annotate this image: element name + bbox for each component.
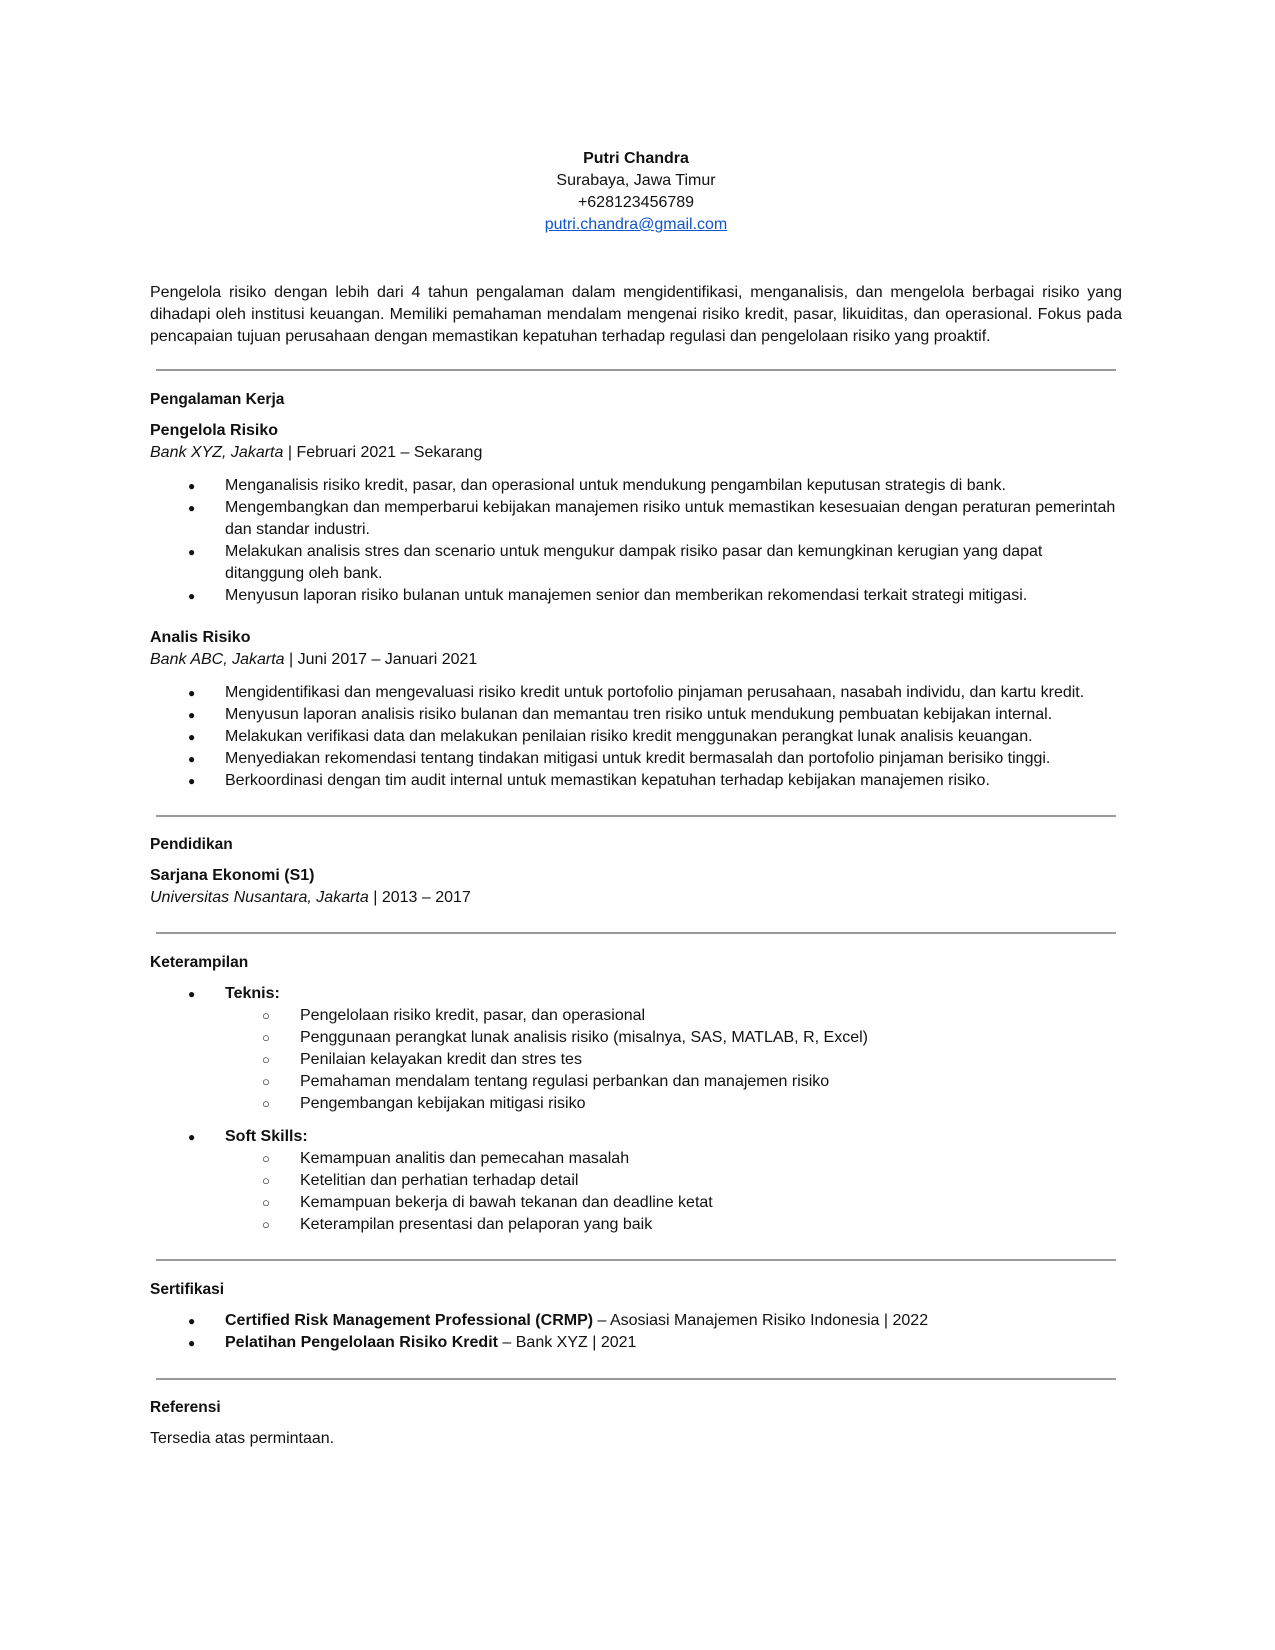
resume-header [150, 148, 1122, 236]
skill-group [150, 983, 1122, 1005]
skill-group [150, 1126, 1122, 1148]
section-divider [156, 1378, 1116, 1380]
job-bullets [150, 475, 1122, 607]
skill-group-label: Soft Skills: [225, 1128, 308, 1145]
section-divider [156, 1259, 1116, 1261]
certification-detail: – Asosiasi Manajemen Risiko Indonesia | 2022 [593, 1312, 929, 1329]
education-meta [150, 887, 1122, 909]
list-item: ● Menganalisis risiko kredit, pasar, dan operasional untuk mendukung pengambilan keputusan strategis di bank. [150, 475, 1122, 497]
bullet-icon: ● [188, 752, 196, 766]
job-title: Pengelola Risiko [150, 422, 279, 439]
list-item [150, 1310, 1122, 1332]
certification-detail: – Bank XYZ | 2021 [497, 1334, 637, 1351]
skills-list [150, 1126, 1122, 1148]
section-title-skills: Keterampilan [150, 954, 249, 971]
list-item: ○ Keterampilan presentasi dan pelaporan yang baik [150, 1214, 1122, 1236]
skills-list [150, 983, 1122, 1005]
job-company: Bank XYZ, Jakarta [150, 444, 284, 461]
candidate-location: Surabaya, Jawa Timur [556, 172, 716, 189]
list-item: ○ Kemampuan bekerja di bawah tekanan dan deadline ketat [150, 1192, 1122, 1214]
list-item: ● Mengembangkan dan memperbarui kebijakan manajemen risiko untuk memastikan kesesuaian dengan peraturan pemerintah dan standar industri. [188, 499, 1116, 538]
section-title-references: Referensi [150, 1399, 221, 1416]
bullet-icon: ● [188, 730, 196, 744]
candidate-email-link[interactable]: putri.chandra@gmail.com [544, 216, 728, 233]
list-item: ● Menyusun laporan analisis risiko bulanan dan memantau tren risiko untuk mendukung pembuatan kebijakan internal. [150, 704, 1122, 726]
skills-section [150, 954, 1122, 1236]
bullet-icon: ● [188, 501, 196, 515]
list-item: ● Melakukan verifikasi data dan melakukan penilaian risiko kredit menggunakan perangkat lunak analisis keuangan. [150, 726, 1122, 748]
sub-bullet-icon: ○ [262, 1030, 270, 1045]
skill-group-label: Teknis: [225, 985, 280, 1002]
list-item: ○ Penggunaan perangkat lunak analisis risiko (misalnya, SAS, MATLAB, R, Excel) [150, 1027, 1122, 1049]
bullet-icon: ● [188, 774, 196, 788]
sub-bullet-icon: ○ [262, 1096, 270, 1111]
bullet-icon: ● [188, 1336, 196, 1350]
bullet-icon: ● [188, 686, 196, 700]
sub-bullet-icon: ○ [262, 1008, 270, 1023]
list-item: ● Melakukan analisis stres dan scenario untuk mengukur dampak risiko pasar dan kemungkinan kerugian yang dapat ditanggung oleh bank. [188, 543, 1043, 582]
degree-title: Sarjana Ekonomi (S1) [150, 867, 315, 884]
job-meta [150, 442, 1122, 464]
candidate-name: Putri Chandra [583, 150, 689, 167]
list-item: ○ Pemahaman mendalam tentang regulasi perbankan dan manajemen risiko [150, 1071, 1122, 1093]
bullet-icon: ● [188, 479, 196, 493]
sub-bullet-icon: ○ [262, 1195, 270, 1210]
section-title-certifications: Sertifikasi [150, 1281, 225, 1298]
certifications-section [150, 1281, 1122, 1354]
experience-section [150, 391, 1122, 792]
section-divider [156, 932, 1116, 934]
section-divider [156, 815, 1116, 817]
certifications-list [150, 1310, 1122, 1354]
professional-summary: Pengelola risiko dengan lebih dari 4 tahun pengalaman dalam mengidentifikasi, menganalisis, dan mengelola berbagai risiko yang dihadapi oleh institusi keuangan. Memiliki pemahaman mendalam mengenai risiko kredit, pasar, likuiditas, dan operasional. Fokus pada pencapaian tujuan perusahaan dengan memastikan kepatuhan terhadap regulasi dan pengelolaan risiko yang proaktif. [150, 284, 1122, 345]
list-item: ● Menyusun laporan risiko bulanan untuk manajemen senior dan memberikan rekomendasi terkait strategi mitigasi. [150, 585, 1122, 607]
references-text: Tersedia atas permintaan. [150, 1430, 335, 1447]
sub-bullet-icon: ○ [262, 1173, 270, 1188]
list-item: ○ Penilaian kelayakan kredit dan stres tes [150, 1049, 1122, 1071]
job-period: | Februari 2021 – Sekarang [283, 444, 483, 461]
references-section [150, 1399, 1122, 1450]
section-title-experience: Pengalaman Kerja [150, 391, 285, 408]
certification-name: Pelatihan Pengelolaan Risiko Kredit [225, 1334, 498, 1351]
certification-name: Certified Risk Management Professional (CRMP) [225, 1312, 594, 1329]
bullet-icon: ● [188, 1130, 196, 1144]
job-title: Analis Risiko [150, 629, 251, 646]
bullet-icon: ● [188, 708, 196, 722]
list-item: ○ Pengelolaan risiko kredit, pasar, dan operasional [150, 1005, 1122, 1027]
bullet-icon: ● [188, 589, 196, 603]
school-name: Universitas Nusantara, Jakarta [150, 889, 369, 906]
job-period: | Juni 2017 – Januari 2021 [284, 651, 478, 668]
sub-bullet-icon: ○ [262, 1052, 270, 1067]
candidate-phone: +628123456789 [577, 194, 695, 211]
section-title-education: Pendidikan [150, 836, 233, 853]
list-item: ● Berkoordinasi dengan tim audit internal untuk memastikan kepatuhan terhadap kebijakan manajemen risiko. [150, 770, 1122, 792]
bullet-icon: ● [188, 545, 196, 559]
skill-items [150, 1148, 1122, 1236]
sub-bullet-icon: ○ [262, 1151, 270, 1166]
list-item: ● Menyediakan rekomendasi tentang tindakan mitigasi untuk kredit bermasalah dan portofolio pinjaman berisiko tinggi. [150, 748, 1122, 770]
bullet-icon: ● [188, 987, 196, 1001]
list-item [150, 1332, 1122, 1354]
list-item: ● Mengidentifikasi dan mengevaluasi risiko kredit untuk portofolio pinjaman perusahaan, nasabah individu, dan kartu kredit. [150, 682, 1122, 704]
job-meta [150, 649, 1122, 671]
bullet-icon: ● [188, 1314, 196, 1328]
skill-items [150, 1005, 1122, 1115]
resume-page [150, 148, 1122, 1450]
job-bullets [150, 682, 1122, 792]
education-section [150, 836, 1122, 909]
sub-bullet-icon: ○ [262, 1217, 270, 1232]
list-item: ○ Ketelitian dan perhatian terhadap detail [150, 1170, 1122, 1192]
list-item: ○ Kemampuan analitis dan pemecahan masalah [150, 1148, 1122, 1170]
section-divider [156, 369, 1116, 371]
list-item: ○ Pengembangan kebijakan mitigasi risiko [150, 1093, 1122, 1115]
job-company: Bank ABC, Jakarta [150, 651, 285, 668]
education-period: | 2013 – 2017 [368, 889, 471, 906]
sub-bullet-icon: ○ [262, 1074, 270, 1089]
